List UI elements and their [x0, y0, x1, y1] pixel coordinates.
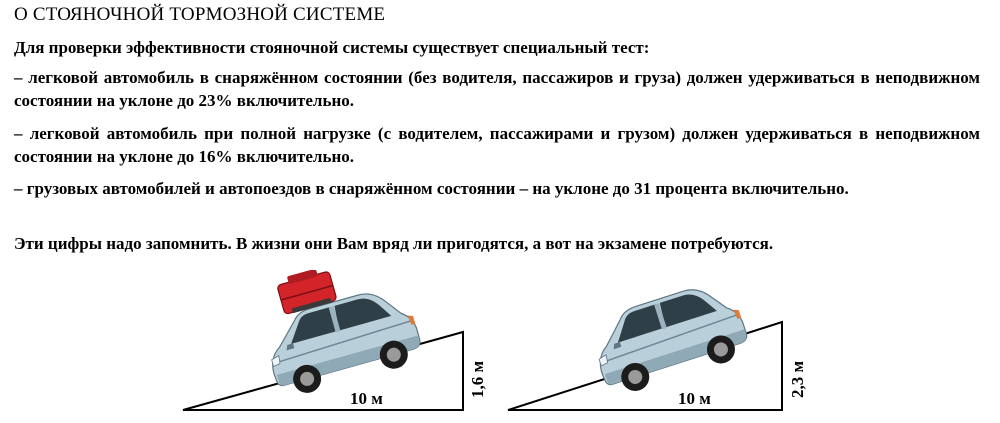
bullet-trucks: – грузовых автомобилей и автопоездов в снаряжённом состоянии – на уклоне до 31 процента включительно. — [14, 179, 849, 198]
bullet-unloaded-car: – легковой автомобиль в снаряжённом состоянии (без водителя, пассажиров и груза) должен удерживаться в неподвижном состоянии на уклоне до 23% включительно. — [14, 68, 980, 110]
height-label: 2,3 м — [788, 360, 807, 398]
slope-figure-loaded — [183, 270, 487, 410]
slope-illustrations — [0, 270, 1000, 423]
base-length-label: 10 м — [678, 389, 711, 408]
note-paragraph: Эти цифры надо запомнить. В жизни они Вам вряд ли пригодятся, а вот на экзамене потребуются. — [14, 234, 774, 253]
bullet-loaded-car: – легковой автомобиль при полной нагрузке (с водителем, пассажирами и грузом) должен удерживаться в неподвижном состоянии на уклоне до 16% включительно. — [14, 124, 980, 166]
slope-figure-empty — [508, 277, 807, 410]
intro-paragraph: Для проверки эффективности стояночной системы существует специальный тест: — [14, 38, 650, 57]
page-title: О СТОЯНОЧНОЙ ТОРМОЗНОЙ СИСТЕМЕ — [14, 4, 386, 25]
height-label: 1,6 м — [468, 360, 487, 398]
base-length-label: 10 м — [350, 389, 383, 408]
